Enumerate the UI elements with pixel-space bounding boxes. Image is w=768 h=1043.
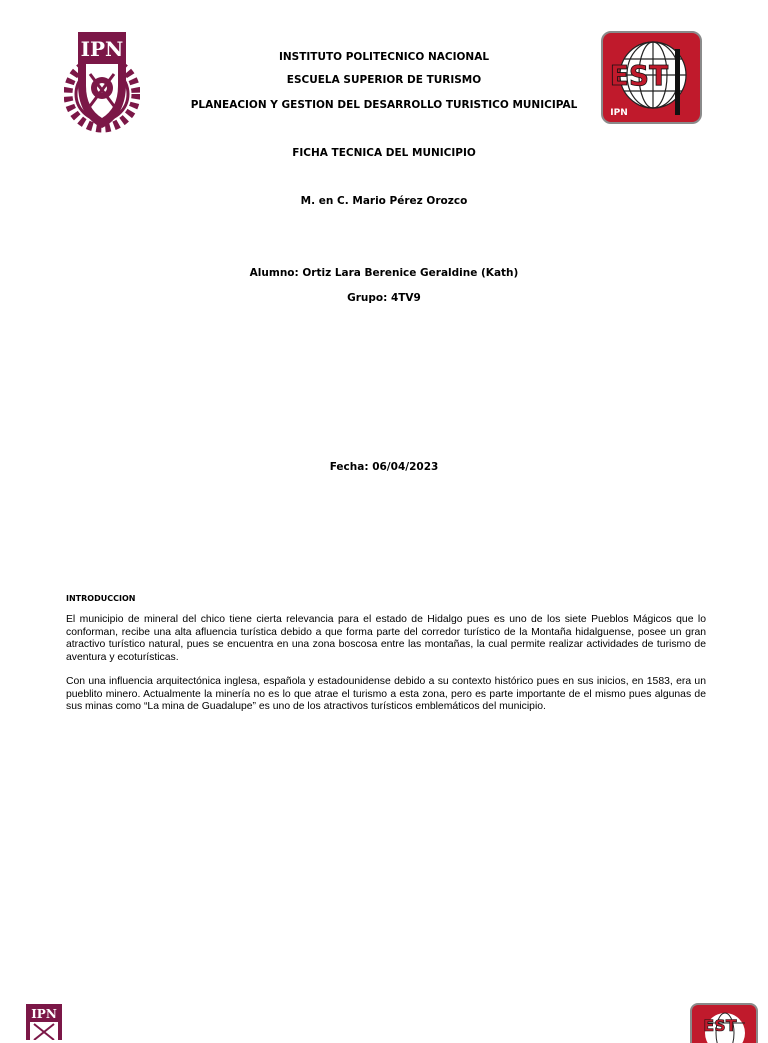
course-name: PLANEACION Y GESTION DEL DESARROLLO TURISTICO MUNICIPAL: [190, 99, 578, 111]
intro-paragraph-1: El municipio de mineral del chico tiene cierta relevancia para el estado de Hidalgo pues es uno de los siete Pueblos Mágicos que lo conforman, recibe una alta afluencia turística debido a que forma parte del corredor turístico de la Montaña hidalguense, posee un gran atractivo turístico natural, pues se encuentra en una zona boscosa entre las montañas, la cual permite realizar actividades de turismo de aventura y ecoturísticas.: [66, 614, 706, 663]
svg-text:IPN: IPN: [31, 1007, 57, 1021]
teacher-name: M. en C. Mario Pérez Orozco: [300, 195, 468, 207]
svg-text:EST: EST: [609, 59, 669, 92]
est-logo-next-page: [690, 1003, 758, 1043]
ipn-shield-small-icon: [22, 1000, 66, 1040]
document-title: FICHA TECNICA DEL MUNICIPIO: [292, 147, 476, 159]
intro-heading: INTRODUCCION: [66, 594, 136, 603]
date-label: Fecha: 06/04/2023: [329, 461, 439, 473]
svg-text:IPN: IPN: [610, 108, 628, 118]
institution-name: INSTITUTO POLITECNICO NACIONAL: [278, 51, 490, 63]
intro-paragraph-2: Con una influencia arquitectónica inglesa, española y estadounidense debido a su contexto histórico pues en sus inicios, en 1583, era un pueblito minero. Actualmente la minería no es lo que atrae el turismo a esta zona, pero es parte importante de el mismo pues algunas de sus minas como “La mina de Guadalupe” es uno de los atractivos turísticos emblemáticos del municipio.: [66, 676, 706, 713]
svg-text:EST: EST: [703, 1016, 737, 1035]
group-label: Grupo: 4TV9: [347, 292, 421, 304]
school-name: ESCUELA SUPERIOR DE TURISMO: [286, 74, 482, 86]
student-name: Alumno: Ortiz Lara Berenice Geraldine (Kath): [249, 267, 519, 279]
est-globe-small-icon: [690, 1003, 758, 1043]
svg-text:IPN: IPN: [80, 37, 124, 61]
ipn-logo-next-page: [22, 1000, 66, 1040]
